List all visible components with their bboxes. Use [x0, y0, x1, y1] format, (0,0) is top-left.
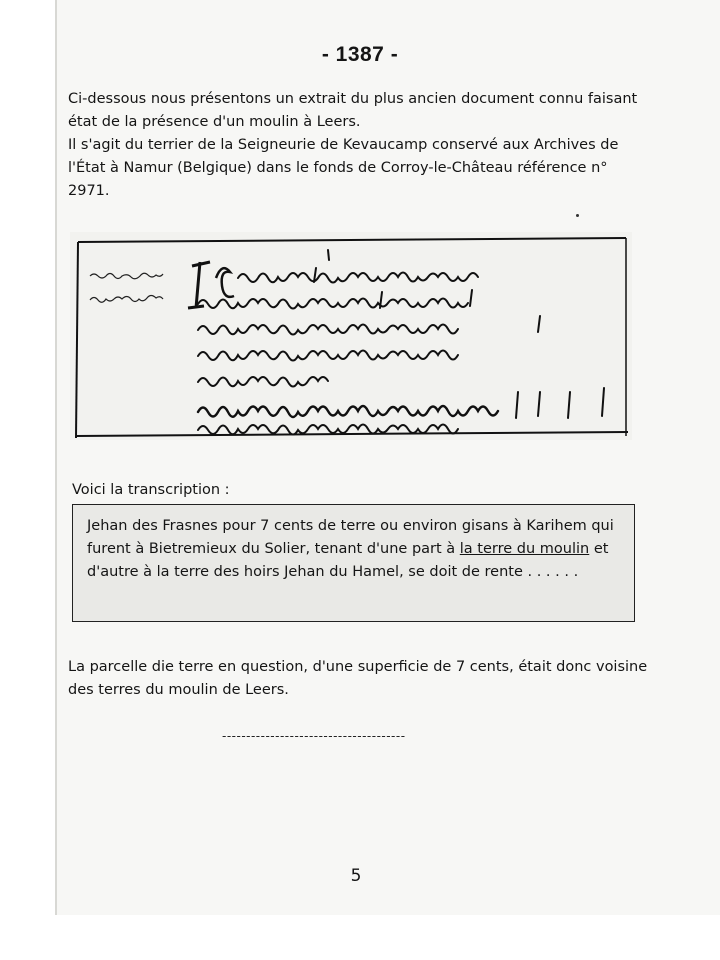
handwritten-manuscript-icon [70, 232, 632, 440]
separator-line: -------------------------------------- [222, 729, 406, 743]
transcription-text [87, 515, 622, 584]
page-number: 5 [350, 866, 362, 886]
transcription-box [72, 504, 635, 622]
speck [576, 214, 579, 217]
transcription-text-start: Jehan des Frasnes pour 7 cents de terre ou environ gisans à Karihem qui furent à Bietremieux du Solier, tenant d'une part à [87, 518, 614, 557]
transcription-heading: Voici la transcription : [72, 482, 230, 498]
transcription-text-end: et d'autre à la terre des hoirs Jehan du Hamel, se doit de rente . . . . . . [87, 541, 609, 580]
transcription-underlined: la terre du moulin [459, 541, 590, 557]
intro-paragraph-2: Il s'agit du terrier de la Seigneurie de Kevaucamp conservé aux Archives de l'État à Namur (Belgique) dans le fonds de Corroy-le-Château référence n° 2971. [68, 137, 619, 199]
intro-paragraph-1: Ci-dessous nous présentons un extrait du plus ancien document connu faisant état de la présence d'un moulin à Leers. [68, 91, 638, 130]
page-title: - 1387 - [321, 43, 399, 66]
conclusion-paragraph: La parcelle die terre en question, d'une superficie de 7 cents, était donc voisine des terres du moulin de Leers. [68, 659, 648, 698]
manuscript-image [70, 232, 632, 440]
